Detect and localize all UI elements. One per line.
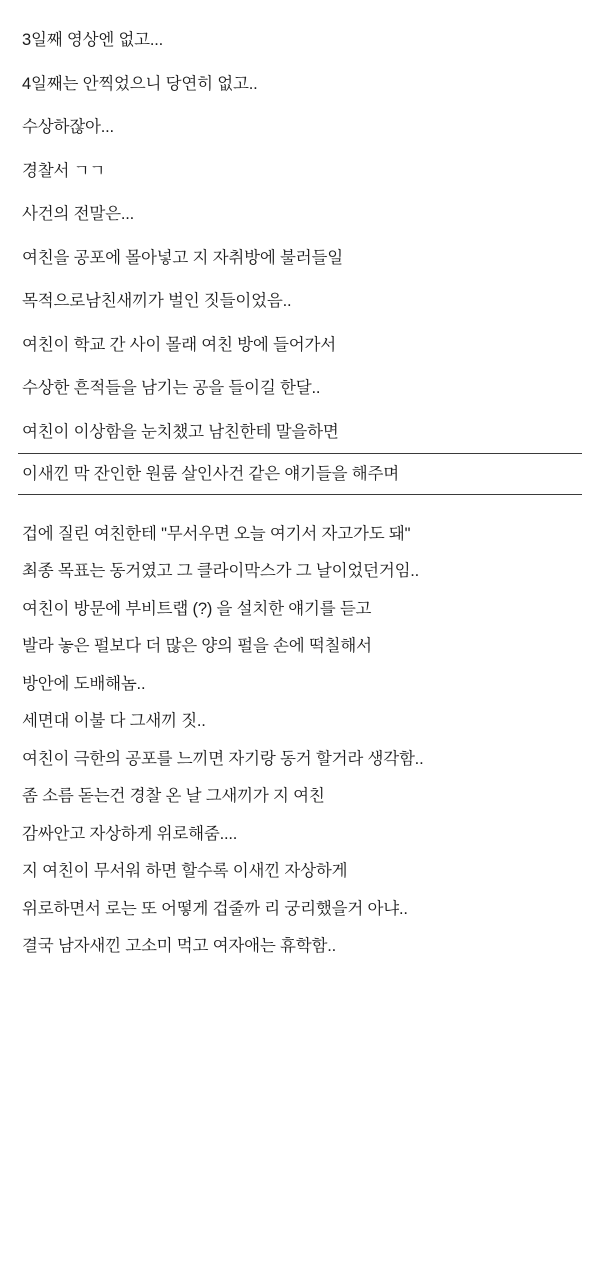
text-line: 발라 놓은 펄보다 더 많은 양의 펄을 손에 떡칠해서 — [22, 637, 372, 655]
text-line: 겁에 질린 여친한테 "무서우면 오늘 여기서 자고가도 돼" — [22, 524, 411, 543]
text-line: 최종 목표는 동거였고 그 클라이막스가 그 날이었던거임.. — [22, 562, 420, 580]
text-line: 수상한 흔적들을 남기는 공을 들이길 한달.. — [22, 379, 321, 397]
text-line: 여친이 학교 간 사이 몰래 여친 방에 들어가서 — [22, 335, 336, 354]
text-line: 3일째 영상엔 없고... — [22, 31, 164, 49]
text-line: 4일째는 안찍었으니 당연히 없고.. — [22, 74, 258, 93]
text-block-bottom — [0, 503, 600, 965]
text-line: 사건의 전말은... — [22, 205, 134, 223]
text-line-highlighted: 이새낀 막 잔인한 원룸 살인사건 같은 얘기들을 해주며 — [18, 453, 582, 495]
text-line: 여친이 극한의 공포를 느끼면 자기랑 동거 할거라 생각함.. — [22, 749, 424, 768]
section-divider — [0, 495, 600, 503]
text-line: 지 여친이 무서워 하면 할수록 이새낀 자상하게 — [22, 862, 348, 880]
text-line: 좀 소름 돋는건 경찰 온 날 그새끼가 지 여친 — [22, 787, 325, 805]
text-line: 세면대 이불 다 그새끼 짓.. — [22, 712, 206, 730]
text-block-top — [0, 0, 600, 495]
text-line: 수상하잖아... — [22, 118, 114, 136]
text-line: 여친이 방문에 부비트랩 (?) 을 설치한 얘기를 듣고 — [22, 599, 372, 618]
text-line: 방안에 도배해놈.. — [22, 674, 146, 693]
text-line: 여친이 이상함을 눈치챘고 남친한테 말을하면 — [22, 422, 339, 441]
text-line: 목적으로남친새끼가 벌인 짓들이었음.. — [22, 292, 292, 310]
text-line: 여친을 공포에 몰아넣고 지 자취방에 불러들일 — [22, 248, 343, 267]
text-line: 경찰서 ㄱㄱ — [22, 161, 106, 180]
text-line: 위로하면서 로는 또 어떻게 겁줄까 리 궁리했을거 아냐.. — [22, 899, 408, 918]
text-line: 감싸안고 자상하게 위로해줌.... — [22, 824, 238, 843]
text-line: 결국 남자새낀 고소미 먹고 여자애는 휴학함.. — [22, 937, 336, 955]
